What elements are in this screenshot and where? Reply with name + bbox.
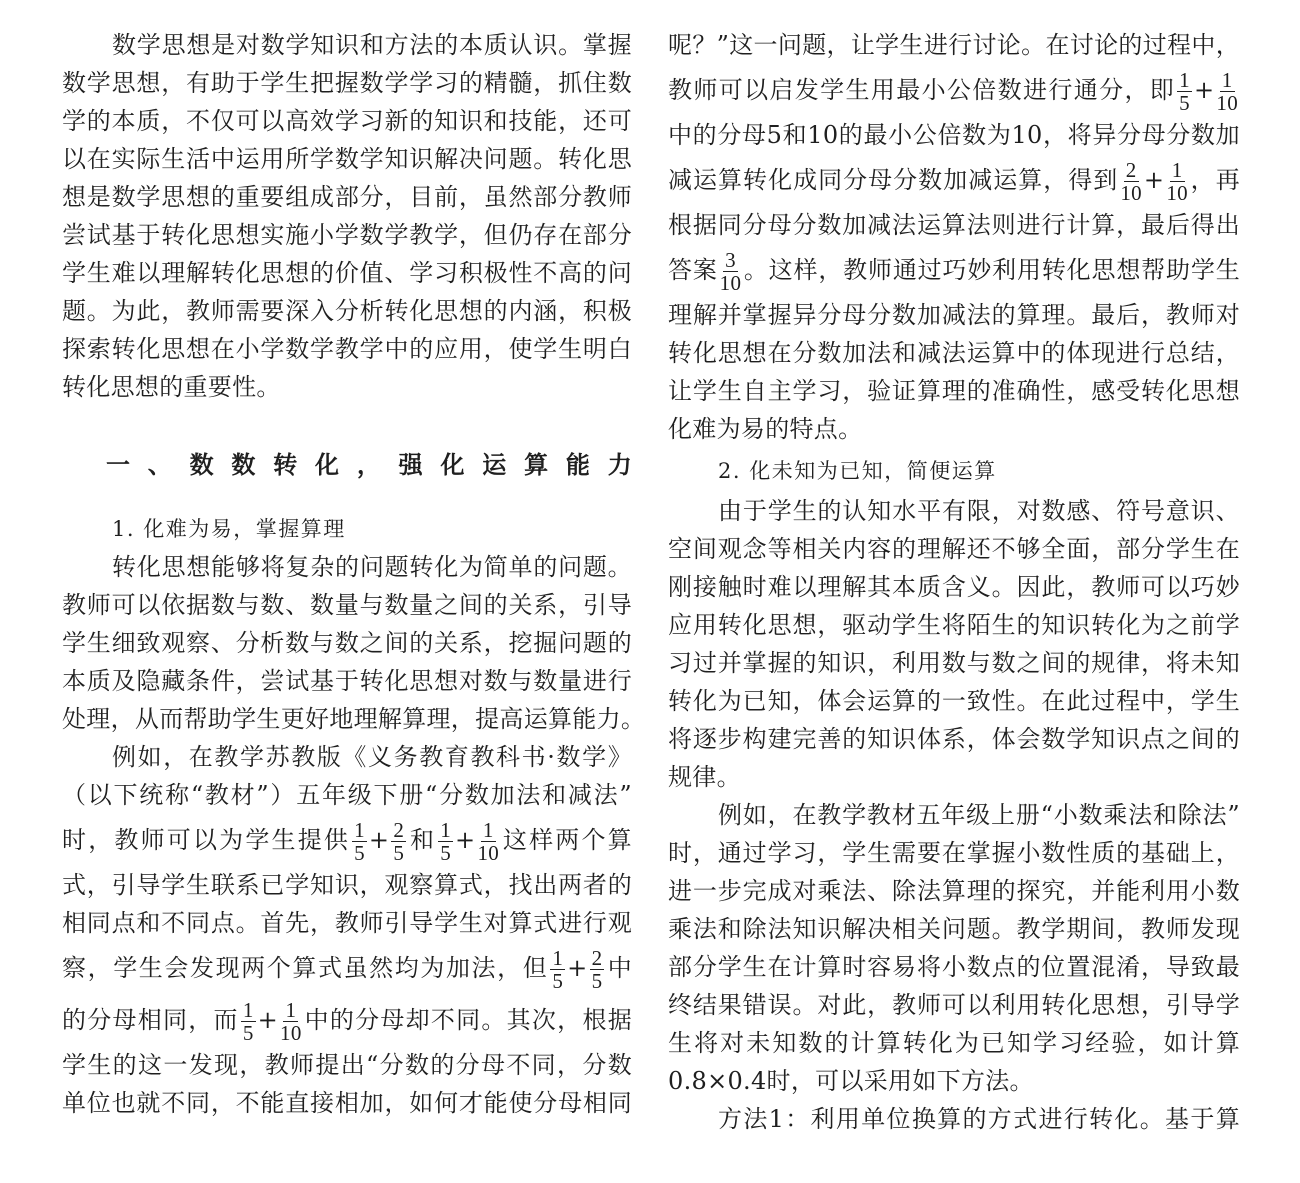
text-run: 转化思想能够将复杂的问题转化为简单的问题。 xyxy=(112,553,632,581)
text-run: 相同点和不同点。首先，教师引导学生对算式进行观 xyxy=(62,909,632,937)
text-run: 式，引导学生联系已学知识，观察算式，找出两者的 xyxy=(62,871,632,899)
text-run: 学生的这一发现，教师提出“分数的分母不同，分数 xyxy=(62,1051,632,1079)
text-line xyxy=(62,662,632,700)
fraction-numerator: 1 xyxy=(440,818,452,842)
text-run: 部分学生在计算时容易将小数点的位置混淆，导致最 xyxy=(668,953,1240,981)
text-line xyxy=(668,1024,1240,1062)
text-run: 生将对未知数的计算转化为已知学习经验，如计算 xyxy=(668,1029,1240,1057)
fraction xyxy=(280,999,302,1044)
text-line xyxy=(62,738,632,776)
fraction xyxy=(1120,159,1142,204)
fraction-denominator: 10 xyxy=(280,1021,302,1045)
text-run: 让学生自主学习，验证算理的准确性，感受转化思想 xyxy=(668,377,1240,405)
text-run: 2. 化未知为已知，简便运算 xyxy=(718,459,997,483)
text-run: 这样两个算 xyxy=(501,826,632,854)
fraction-denominator: 10 xyxy=(1216,91,1238,115)
fraction xyxy=(477,819,499,864)
right-column xyxy=(668,26,1240,1138)
text-line xyxy=(62,624,632,662)
text-line xyxy=(62,548,632,586)
text-line xyxy=(62,292,632,330)
text-line xyxy=(106,446,632,484)
text-run: 处理，从而帮助学生更好地理解算理，提高运算能力。 xyxy=(62,705,646,733)
text-line xyxy=(62,1046,632,1084)
text-run: 中的分母却不同。其次，根据 xyxy=(303,1006,632,1034)
text-run: 转化思想的重要性。 xyxy=(62,373,281,401)
text-run: 教师可以依据数与数、数量与数量之间的关系，引导 xyxy=(62,591,632,619)
paragraph xyxy=(62,26,632,406)
text-run: 化难为易的特点。 xyxy=(668,415,863,443)
text-run: 例如，在教学苏教版《义务教育教科书·数学》 xyxy=(112,743,632,771)
fraction-numerator: 1 xyxy=(242,998,254,1022)
text-line xyxy=(62,330,632,368)
text-line xyxy=(62,178,632,216)
text-line xyxy=(62,26,632,64)
text-line xyxy=(668,1100,1240,1138)
text-run: 尝试基于转化思想实施小学数学教学，但仍存在部分 xyxy=(62,221,632,249)
fraction-denominator: 5 xyxy=(393,841,405,865)
left-column xyxy=(62,26,646,1122)
text-run: 刚接触时难以理解其本质含义。因此，教师可以巧妙 xyxy=(668,573,1240,601)
fraction-numerator: 1 xyxy=(285,998,297,1022)
text-line xyxy=(668,492,1240,530)
text-run: 单位也就不同，不能直接相加，如何才能使分母相同 xyxy=(62,1089,632,1117)
text-run: + xyxy=(1193,76,1215,104)
text-run: 答案 xyxy=(668,256,718,284)
text-run: 以在实际生活中运用所学数学知识解决问题。转化思 xyxy=(62,145,632,173)
fraction xyxy=(590,947,605,992)
text-line xyxy=(668,116,1240,154)
fraction-denominator: 5 xyxy=(354,841,365,865)
fraction-numerator: 2 xyxy=(591,946,603,970)
text-run: 转化思想在分数加法和减法运算中的体现进行总结， xyxy=(668,339,1240,367)
text-run: 学生细致观察、分析数与数之间的关系，挖掘问题的 xyxy=(62,629,632,657)
text-run: 规律。 xyxy=(668,763,741,791)
text-line xyxy=(668,986,1240,1024)
text-run: 学生难以理解转化思想的价值、学习积极性不高的问 xyxy=(62,259,632,287)
text-line xyxy=(668,64,1240,116)
text-line xyxy=(62,994,632,1046)
text-run: 本质及隐藏条件，尝试基于转化思想对数与数量进行 xyxy=(62,667,632,695)
text-line xyxy=(62,64,632,102)
text-line xyxy=(62,254,632,292)
text-run: + xyxy=(257,1006,279,1034)
text-line xyxy=(62,942,632,994)
text-run: + xyxy=(1143,166,1165,194)
fraction-denominator: 5 xyxy=(1179,91,1190,115)
fraction-denominator: 10 xyxy=(1166,181,1188,205)
fraction-denominator: 5 xyxy=(552,969,564,993)
text-run: 题。为此，教师需要深入分析转化思想的内涵，积极 xyxy=(62,297,632,325)
text-run: 终结果错误。对此，教师可以利用转化思想，引导学 xyxy=(668,991,1240,1019)
paragraph xyxy=(62,738,632,1122)
text-line xyxy=(668,1062,1240,1100)
text-run: 0.8×0.4时，可以采用如下方法。 xyxy=(668,1067,1034,1095)
fraction xyxy=(352,819,367,864)
text-line xyxy=(62,700,646,738)
text-run: 和 xyxy=(408,826,437,854)
paragraph xyxy=(668,492,1240,796)
text-run: 中 xyxy=(606,954,632,982)
fraction-numerator: 1 xyxy=(552,946,564,970)
fraction-denominator: 10 xyxy=(477,841,500,865)
text-line xyxy=(668,796,1240,834)
paragraph xyxy=(62,548,646,738)
fraction xyxy=(438,819,453,864)
fraction-numerator: 1 xyxy=(354,818,365,842)
text-run: 1. 化难为易，掌握算理 xyxy=(112,517,346,541)
fraction-denominator: 10 xyxy=(719,271,742,295)
text-run: 根据同分母分数加减法运算法则进行计算，最后得出 xyxy=(668,211,1240,239)
text-line xyxy=(668,154,1240,206)
text-line xyxy=(668,410,1240,448)
text-run: 应用转化思想，驱动学生将陌生的知识转化为之前学 xyxy=(668,611,1240,639)
fraction-denominator: 5 xyxy=(242,1021,254,1045)
text-run: 习过并掌握的知识，利用数与数之间的规律，将未知 xyxy=(668,649,1240,677)
text-line xyxy=(668,606,1240,644)
text-line xyxy=(668,834,1240,872)
text-run: 理解并掌握异分母分数加减法的算理。最后，教师对 xyxy=(668,301,1240,329)
text-run: 想是数学思想的重要组成部分，目前，虽然部分教师 xyxy=(62,183,632,211)
text-line xyxy=(668,26,1240,64)
subsection-heading xyxy=(668,452,1240,490)
text-run: 时，教师可以为学生提供 xyxy=(62,826,351,854)
text-line xyxy=(668,244,1240,296)
fraction-numerator: 2 xyxy=(393,818,405,842)
text-line xyxy=(668,872,1240,910)
text-run: ，再 xyxy=(1189,166,1240,194)
text-line xyxy=(668,296,1240,334)
text-line xyxy=(668,758,1240,796)
fraction-numerator: 3 xyxy=(725,248,736,272)
fraction-denominator: 5 xyxy=(591,969,603,993)
text-line xyxy=(668,682,1240,720)
text-run: 教师可以启发学生用最小公倍数进行通分，即 xyxy=(668,76,1176,104)
fraction-denominator: 10 xyxy=(1120,181,1142,205)
text-line xyxy=(62,140,632,178)
text-line xyxy=(62,102,632,140)
paragraph xyxy=(668,1100,1240,1138)
text-run: 减运算转化成同分母分数加减运算，得到 xyxy=(668,166,1119,194)
fraction xyxy=(241,999,256,1044)
text-line xyxy=(62,368,632,406)
text-run: 学的本质，不仅可以高效学习新的知识和技能，还可 xyxy=(62,107,632,135)
fraction xyxy=(1177,69,1192,114)
text-line xyxy=(668,334,1240,372)
fraction xyxy=(720,249,742,294)
fraction-numerator: 2 xyxy=(1125,158,1137,182)
text-run: 例如，在教学教材五年级上册“小数乘法和除法” xyxy=(718,801,1240,829)
text-line xyxy=(668,568,1240,606)
fraction-numerator: 1 xyxy=(1179,68,1190,92)
text-run: 。这样，教师通过巧妙利用转化思想帮助学生 xyxy=(743,256,1240,284)
fraction-numerator: 1 xyxy=(482,818,494,842)
text-run: + xyxy=(368,826,390,854)
text-line xyxy=(668,910,1240,948)
text-run: + xyxy=(455,826,476,854)
text-line xyxy=(62,216,632,254)
subsection-heading xyxy=(62,510,632,548)
text-line xyxy=(62,904,632,942)
text-run: + xyxy=(567,954,588,982)
section-heading xyxy=(106,446,632,484)
fraction xyxy=(1216,69,1238,114)
paragraph xyxy=(668,796,1240,1100)
text-run: 转化为已知，体会运算的一致性。在此过程中，学生 xyxy=(668,687,1240,715)
text-run: 数学思想，有助于学生把握数学学习的精髓，抓住数 xyxy=(62,69,632,97)
text-run: 呢？”这一问题，让学生进行讨论。在讨论的过程中， xyxy=(668,31,1240,59)
fraction xyxy=(1166,159,1188,204)
text-run: 空间观念等相关内容的理解还不够全面，部分学生在 xyxy=(668,535,1240,563)
text-run: 察，学生会发现两个算式虽然均为加法，但 xyxy=(62,954,549,982)
text-line xyxy=(62,586,632,624)
fraction-numerator: 1 xyxy=(1221,68,1233,92)
text-line xyxy=(668,644,1240,682)
text-run: 将逐步构建完善的知识体系，体会数学知识点之间的 xyxy=(668,725,1240,753)
text-line xyxy=(668,206,1240,244)
fraction-denominator: 5 xyxy=(440,841,452,865)
text-run: 由于学生的认知水平有限，对数感、符号意识、 xyxy=(718,497,1240,525)
text-run: 探索转化思想在小学数学教学中的应用，使学生明白 xyxy=(62,335,632,363)
heading-text: 一、数数转化，强化运算能力 xyxy=(106,451,632,479)
paragraph xyxy=(668,26,1240,448)
text-line xyxy=(62,866,632,904)
text-run: 时，通过学习，学生需要在掌握小数性质的基础上， xyxy=(668,839,1240,867)
text-line xyxy=(62,814,632,866)
text-line xyxy=(668,452,1240,490)
text-run: （以下统称“教材”）五年级下册“分数加法和减法” xyxy=(62,781,632,809)
text-line xyxy=(62,510,632,548)
text-run: 乘法和除法知识解决相关问题。教学期间，教师发现 xyxy=(668,915,1240,943)
text-line xyxy=(62,776,632,814)
text-line xyxy=(668,720,1240,758)
text-line xyxy=(668,530,1240,568)
text-line xyxy=(668,372,1240,410)
fraction xyxy=(550,947,565,992)
text-run: 数学思想是对数学知识和方法的本质认识。掌握 xyxy=(112,31,632,59)
text-run: 进一步完成对乘法、除法算理的探究，并能利用小数 xyxy=(668,877,1240,905)
text-run: 的分母相同，而 xyxy=(62,1006,239,1034)
fraction-numerator: 1 xyxy=(1171,158,1183,182)
text-line xyxy=(668,948,1240,986)
text-run: 中的分母5和10的最小公倍数为10，将异分母分数加 xyxy=(668,121,1240,149)
text-run: 方法1：利用单位换算的方式进行转化。基于算 xyxy=(718,1105,1240,1133)
text-line xyxy=(62,1084,632,1122)
fraction xyxy=(391,819,406,864)
